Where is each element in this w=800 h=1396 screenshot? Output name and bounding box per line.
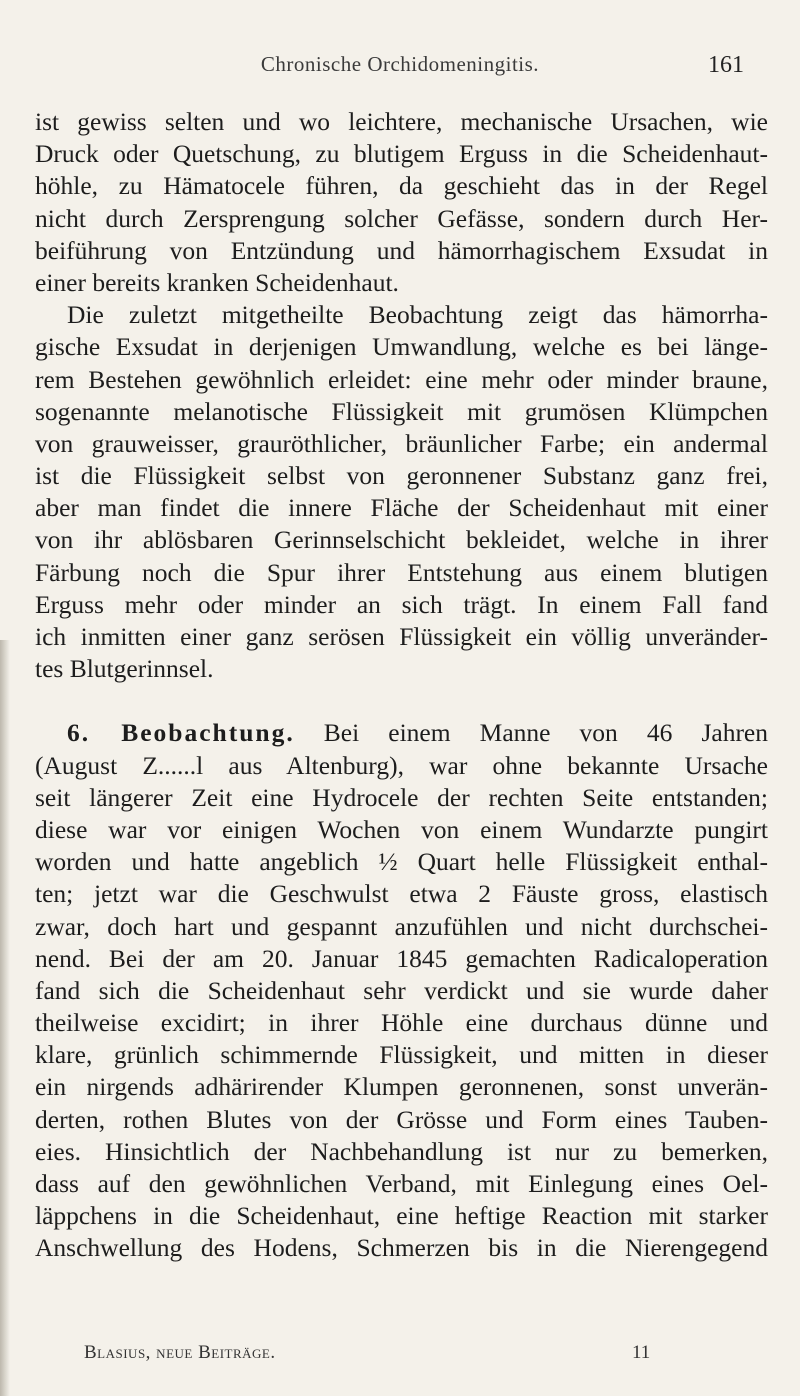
text-line: diese war vor einigen Wochen von einem Wundarzte pungirt <box>35 814 768 844</box>
text-line: rem Bestehen gewöhnlich erleidet: eine mehr oder minder braune, <box>35 364 768 394</box>
text-line: ist gewiss selten und wo leichtere, mechanische Ursachen, wie <box>35 107 768 136</box>
page-footer <box>84 1342 684 1370</box>
paragraph-2 <box>35 299 768 685</box>
paragraph-3 <box>35 717 768 1264</box>
body-text <box>35 106 768 1265</box>
text-line: nend. Bei der am 20. Januar 1845 gemachten Radicaloperation <box>35 943 768 973</box>
text-line: zwar, doch hart und gespannt anzufühlen und nicht durchschei- <box>35 911 768 941</box>
text-line: von grauweisser, grauröthlicher, bräunlicher Farbe; ein andermal <box>35 428 768 458</box>
text-line: ich inmitten einer ganz serösen Flüssigkeit ein völlig unveränder- <box>35 622 768 651</box>
observation-first-line: Bei einem Manne von 46 Jahren <box>323 718 768 748</box>
running-title: Chronische Orchidomeningitis. <box>260 52 540 76</box>
page-number: 161 <box>708 52 744 78</box>
paragraph-gap <box>35 685 768 717</box>
observation-heading: 6. Beobachtung. <box>67 718 295 748</box>
text-line: ist die Flüssigkeit selbst von geronnener Substanz ganz frei, <box>35 461 768 491</box>
text-line: gische Exsudat in derjenigen Umwandlung, welche es bei länge- <box>35 332 768 362</box>
text-line: eies. Hinsichtlich der Nachbehandlung ist nur zu bemerken, <box>35 1136 768 1166</box>
text-line: ein nirgends adhärirender Klumpen geronnenen, sonst unverän- <box>35 1072 768 1102</box>
text-line: von ihr ablösbaren Gerinnselschicht bekleidet, welche in ihrer <box>35 525 768 555</box>
footer-author-work: Blasius, neue Beiträge. <box>84 1342 276 1363</box>
text-line: theilweise excidirt; in ihrer Höhle eine durchaus dünne und <box>35 1008 768 1038</box>
text-line: dass auf den gewöhnlichen Verband, mit Einlegung eines Oel- <box>35 1169 768 1198</box>
text-line: aber man findet die innere Fläche der Scheidenhaut mit einer <box>35 493 768 523</box>
text-line: Druck oder Quetschung, zu blutigem Erguss in die Scheidenhaut- <box>35 139 768 169</box>
text-line: fand sich die Scheidenhaut sehr verdickt und sie wurde daher <box>35 975 768 1005</box>
text-line: ten; jetzt war die Geschwulst etwa 2 Fäuste gross, elastisch <box>35 879 768 909</box>
text-line: Erguss mehr oder minder an sich trägt. In einem Fall fand <box>35 589 768 619</box>
text-line: (August Z......l aus Altenburg), war ohne bekannte Ursache <box>35 750 768 780</box>
text-line: Färbung noch die Spur ihrer Entstehung aus einem blutigen <box>35 557 768 587</box>
text-line: beiführung von Entzündung und hämorrhagischem Exsudat in <box>35 235 768 265</box>
text-line: klare, grünlich schimmernde Flüssigkeit, und mitten in dieser <box>35 1040 768 1070</box>
text-line: einer bereits kranken Scheidenhaut. <box>35 267 399 297</box>
text-line: höhle, zu Hämatocele führen, da geschieht das in der Regel <box>35 171 768 201</box>
text-line: derten, rothen Blutes von der Grösse und Form eines Tauben- <box>35 1104 768 1134</box>
text-line: sogenannte melanotische Flüssigkeit mit grumösen Klümpchen <box>35 396 768 426</box>
text-line <box>35 717 768 749</box>
paragraph-1 <box>35 106 768 299</box>
running-head <box>0 52 800 82</box>
text-line: Die zuletzt mitgetheilte Beobachtung zeigt das hämorrha- <box>67 300 768 330</box>
text-line: tes Blutgerinnsel. <box>35 654 214 684</box>
text-line: Anschwellung des Hodens, Schmerzen bis in die Nierengegend <box>35 1233 768 1263</box>
text-line: nicht durch Zersprengung solcher Gefässe, sondern durch Her- <box>35 203 768 233</box>
text-line: worden und hatte angeblich ½ Quart helle Flüssigkeit enthal- <box>35 847 768 877</box>
text-line: läppchens in die Scheidenhaut, eine heftige Reaction mit starker <box>35 1201 768 1231</box>
signature-mark: 11 <box>632 1342 651 1363</box>
text-line: seit längerer Zeit eine Hydrocele der rechten Seite entstanden; <box>35 782 768 812</box>
binding-shadow <box>0 640 10 1396</box>
